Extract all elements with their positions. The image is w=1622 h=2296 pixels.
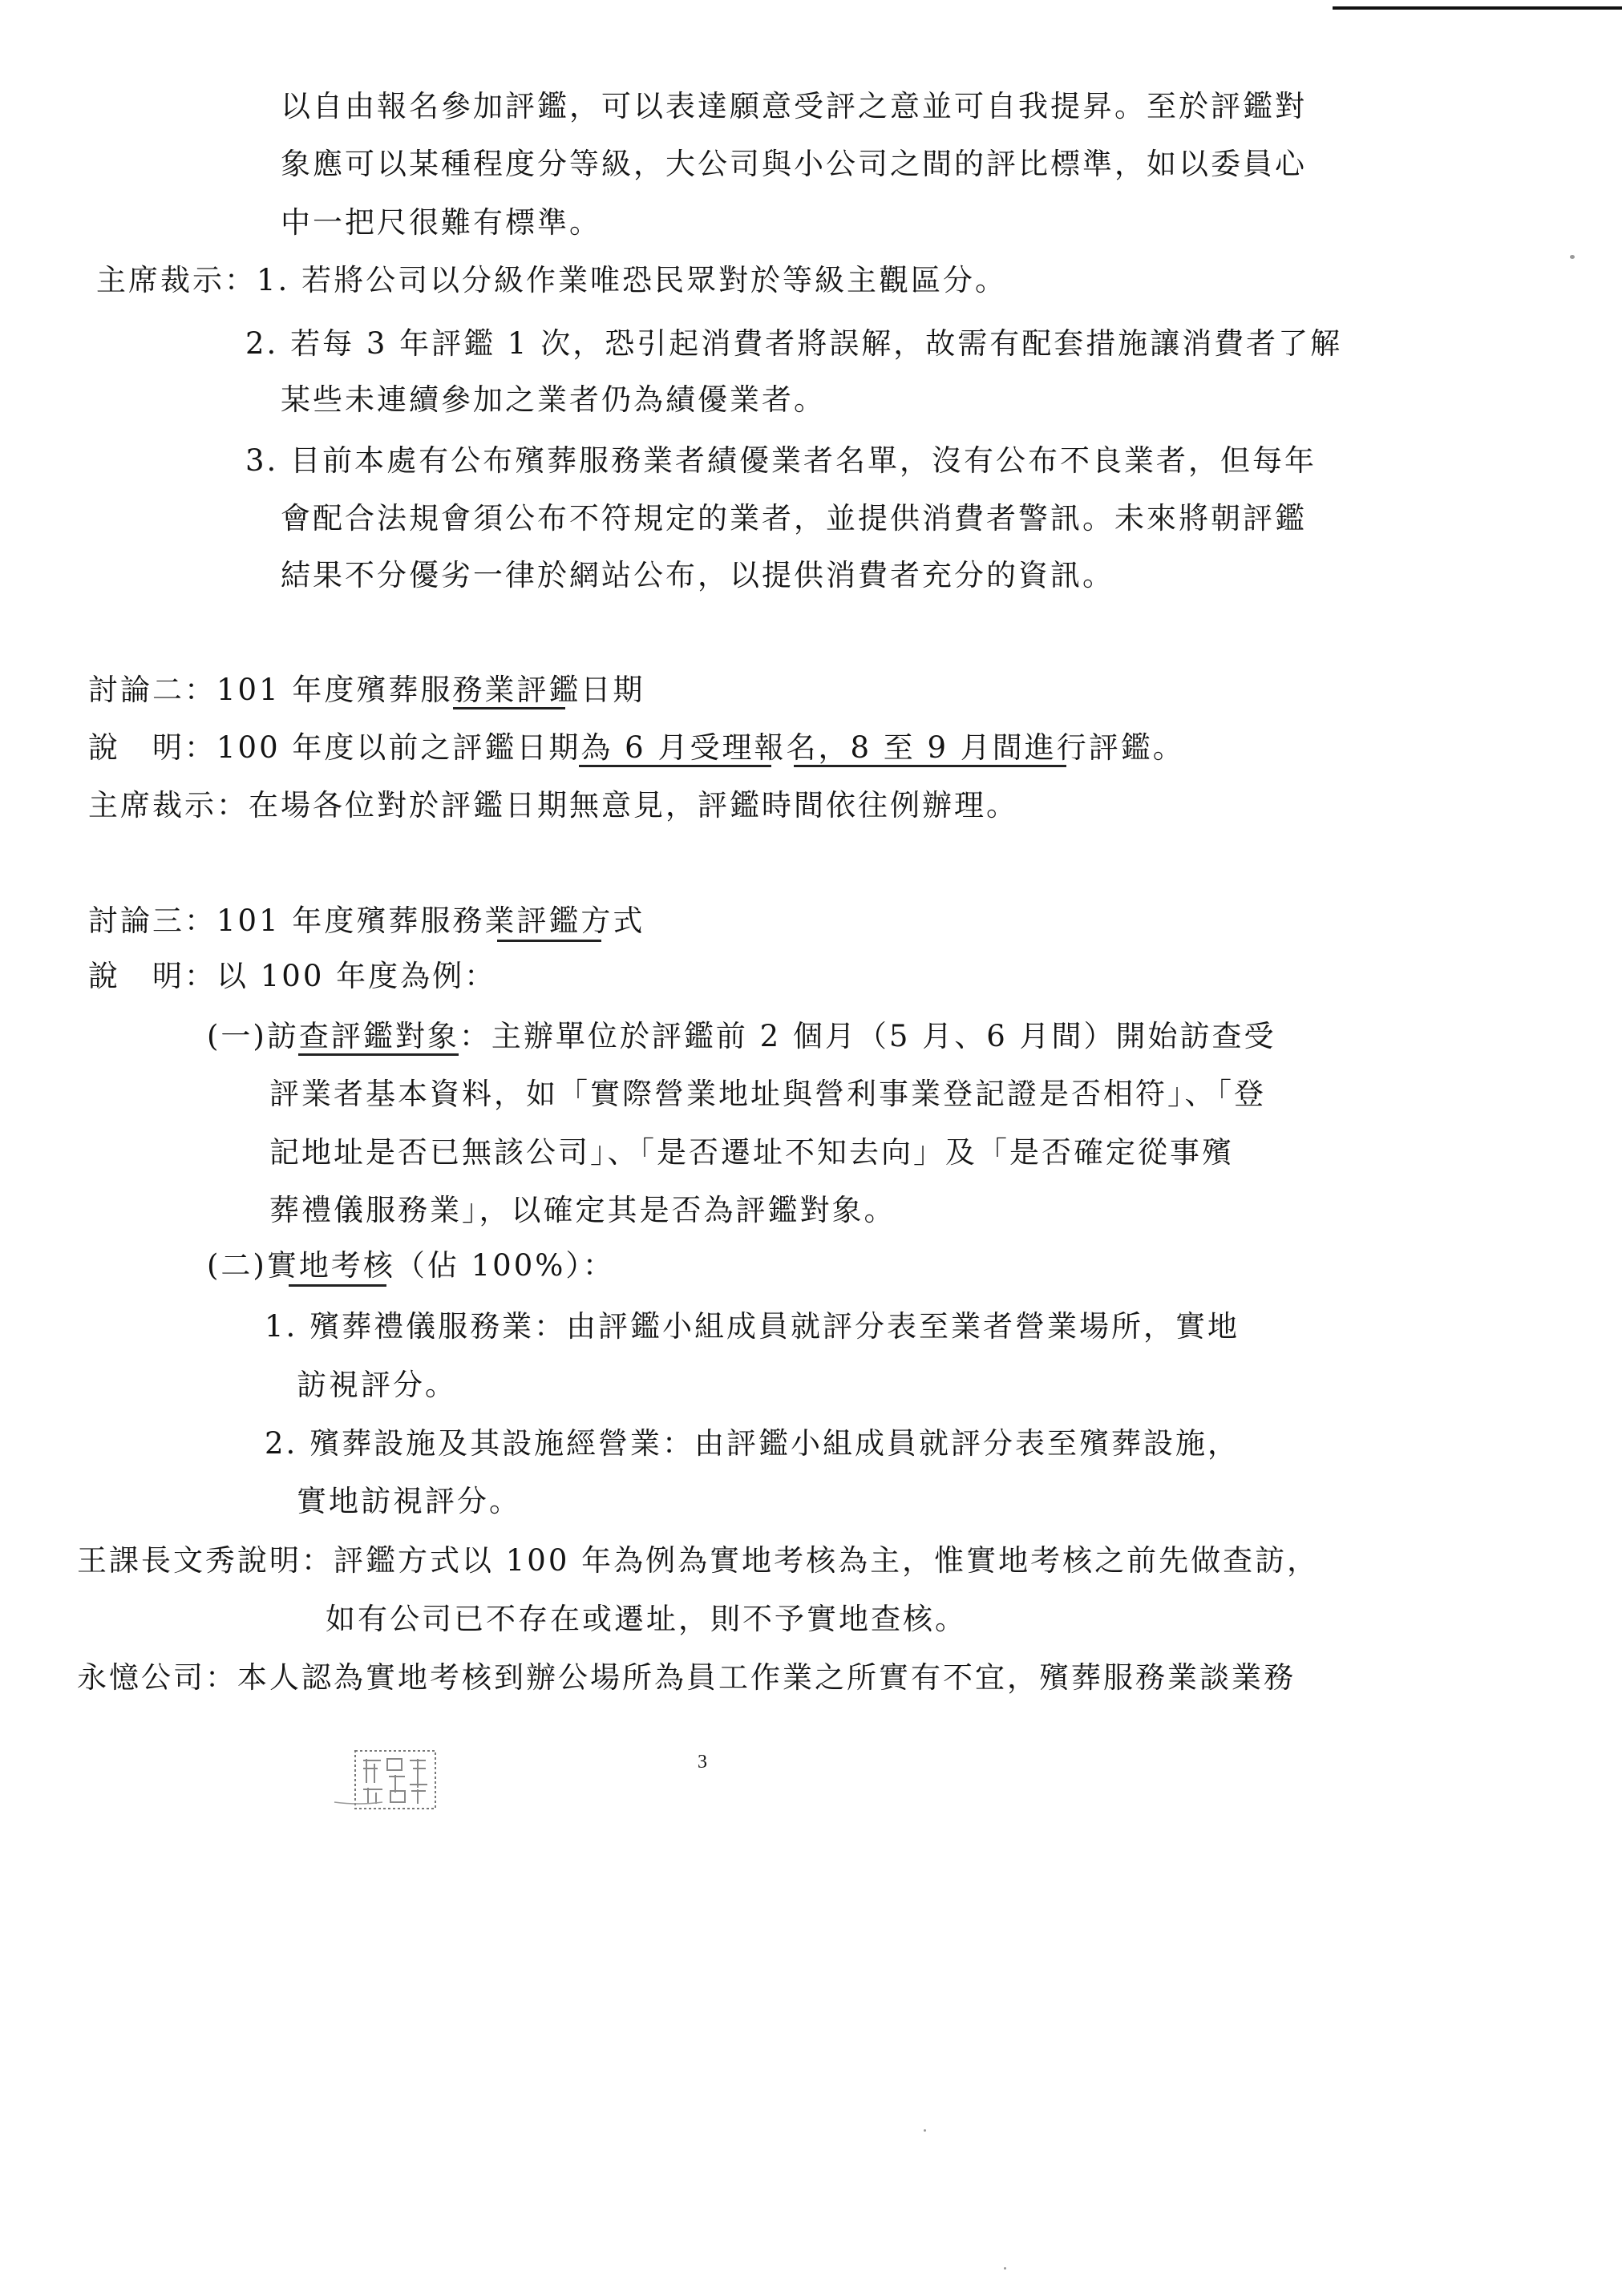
text-line: 如有公司已不存在或遷址，則不予實地查核。	[326, 1602, 967, 1636]
text-line: 某些未連續參加之業者仍為績優業者。	[281, 382, 826, 417]
text-line: 評業者基本資料，如「實際營業地址與營利事業登記證是否相符」、「登	[269, 1077, 1266, 1111]
handwritten-underline	[298, 1050, 459, 1056]
company-comment: 永憶公司：本人認為實地考核到辦公場所為員工作業之所實有不宜，殯葬服務業談業務	[77, 1660, 1296, 1695]
text-line: 結果不分優劣一律於網站公布，以提供消費者充分的資訊。	[281, 558, 1114, 592]
text-line: 1. 殯葬禮儀服務業：由評鑑小組成員就評分表至業者營業場所，實地	[265, 1309, 1240, 1344]
section-chief-explanation: 王課長文秀說明：評鑑方式以 100 年為例為實地考核為主，惟實地考核之前先做查訪，	[77, 1543, 1320, 1578]
chair-ruling-line: 主席裁示：1. 若將公司以分級作業唯恐民眾對於等級主觀區分。	[96, 263, 1008, 297]
handwritten-underline	[794, 762, 1066, 767]
text-line: (一)訪查評鑑對象：主辦單位於評鑑前 2 個月（5 月、6 月間）開始訪查受	[207, 1019, 1276, 1053]
text-line: 葬禮儀服務業」，以確定其是否為評鑑對象。	[269, 1193, 896, 1227]
text-line: 象應可以某種程度分等級，大公司與小公司之間的評比標準，如以委員心	[281, 147, 1307, 181]
text-line: 訪視評分。	[297, 1368, 457, 1402]
text-line: 記地址是否已無該公司」、「是否遷址不知去向」及「是否確定從事殯	[269, 1135, 1234, 1170]
text-line: 中一把尺很難有標準。	[281, 205, 601, 240]
text-line: 2. 殯葬設施及其設施經營業：由評鑑小組成員就評分表至殯葬設施，	[265, 1426, 1240, 1461]
handwritten-underline	[497, 936, 601, 942]
discussion-two-text: 討論二：101 年度殯葬服務業評鑑日期	[88, 673, 645, 707]
discussion-three-heading: 討論三：101 年度殯葬服務業評鑑方式	[88, 903, 645, 938]
text-line: (二)實地考核（佔 100%）：	[207, 1248, 615, 1283]
explanation-line: 說 明：以 100 年度為例：	[88, 959, 497, 993]
text-line: 實地訪視評分。	[297, 1484, 521, 1518]
text-line: 會配合法規會須公布不符規定的業者，並提供消費者警訊。未來將朝評鑑	[281, 501, 1307, 536]
top-edge-rule	[1333, 6, 1622, 10]
scan-speck	[1570, 255, 1575, 259]
handwritten-underline	[289, 1281, 386, 1287]
handwritten-underline	[579, 762, 771, 767]
official-seal-stamp	[333, 1746, 445, 1817]
handwritten-underline	[453, 704, 565, 709]
chair-ruling-line: 主席裁示：在場各位對於評鑑日期無意見，評鑑時間依往例辦理。	[88, 788, 1018, 823]
scan-speck	[1004, 2267, 1006, 2270]
explanation-line: 說 明：100 年度以前之評鑑日期為 6 月受理報名，8 至 9 月間進行評鑑。	[88, 730, 1185, 765]
text-line: 以自由報名參加評鑑，可以表達願意受評之意並可自我提昇。至於評鑑對	[281, 89, 1307, 123]
scan-speck	[924, 2129, 926, 2132]
text-line: 2. 若每 3 年評鑑 1 次，恐引起消費者將誤解，故需有配套措施讓消費者了解	[245, 326, 1343, 361]
text-line: 3. 目前本處有公布殯葬服務業者績優業者名單，沒有公布不良業者，但每年	[245, 443, 1317, 478]
page-number: 3	[698, 1752, 707, 1773]
